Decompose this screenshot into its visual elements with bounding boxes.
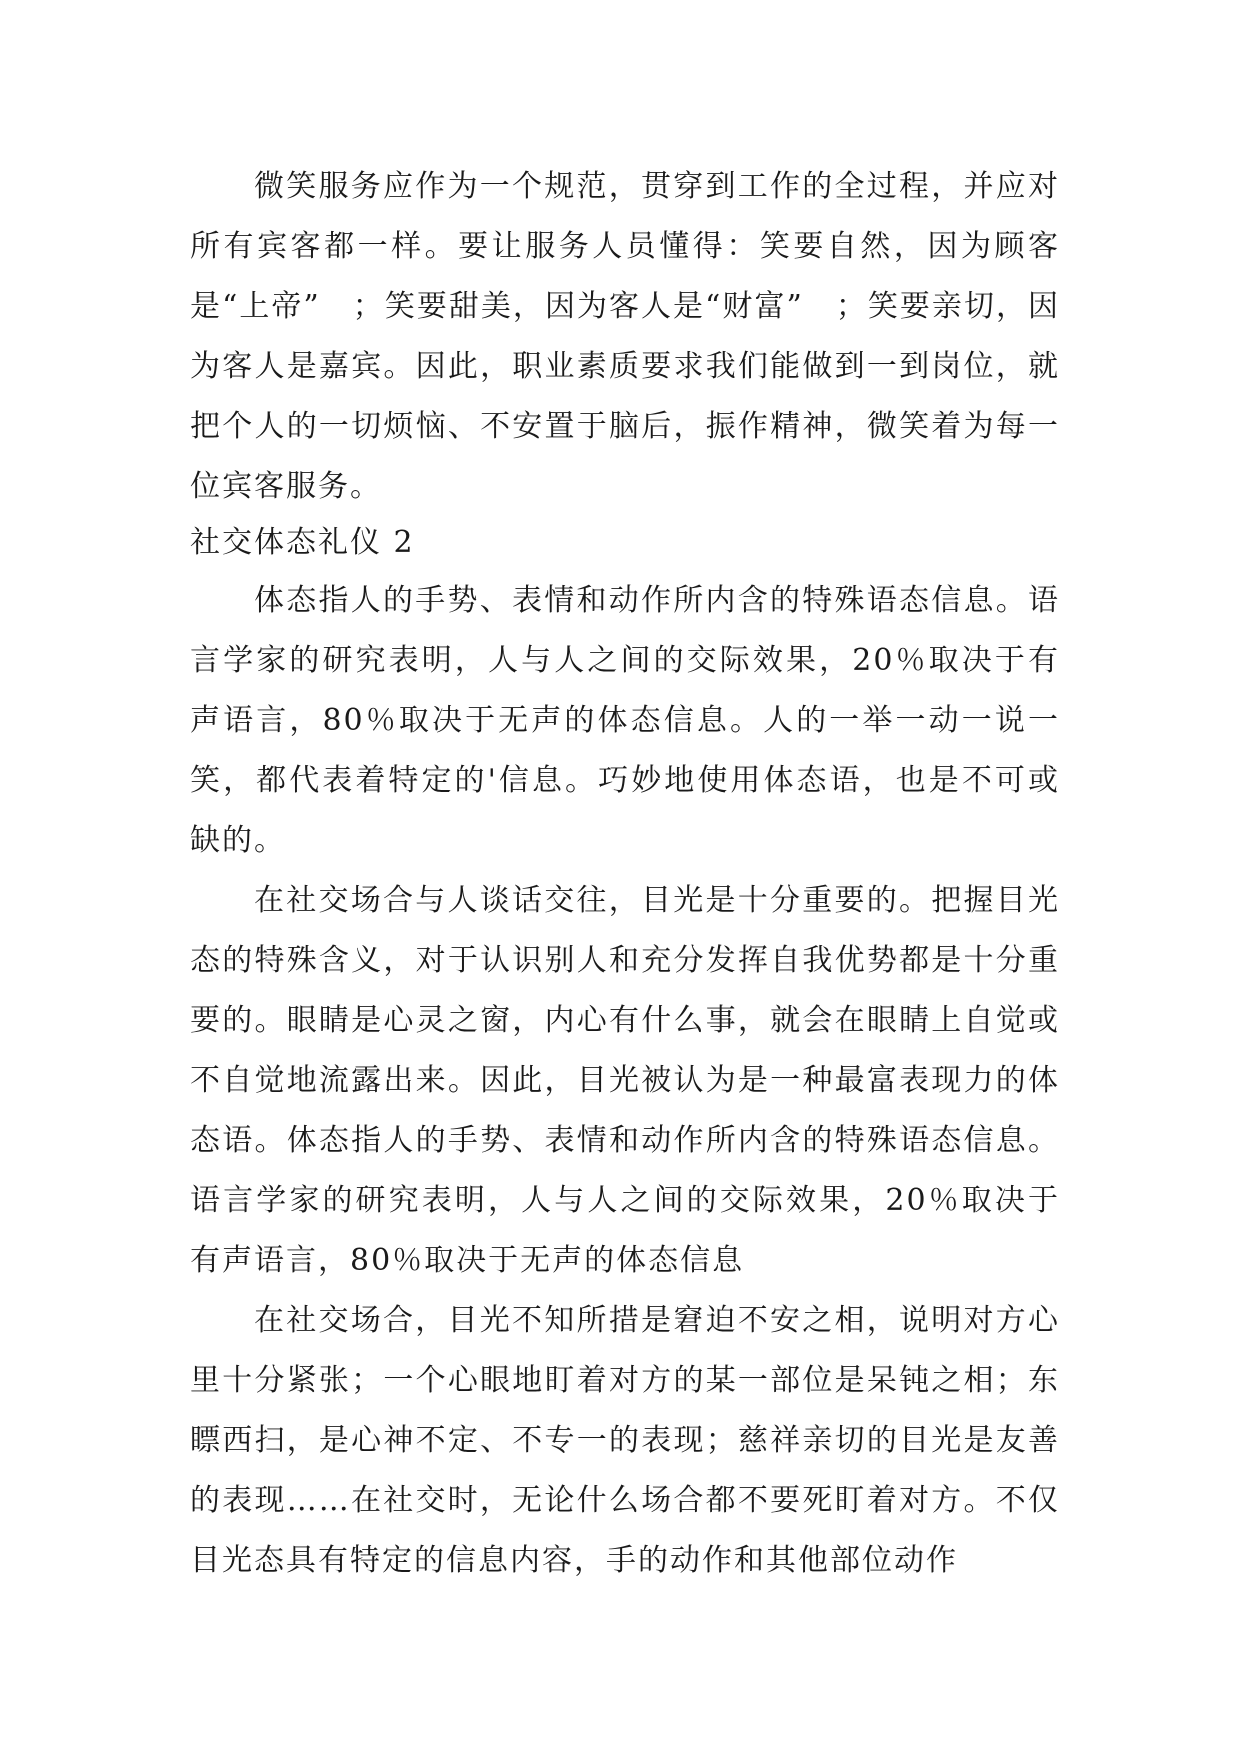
section-title: 社交体态礼仪 2 xyxy=(190,525,415,560)
paragraph-gaze-meaning: 在社交场合，目光不知所措是窘迫不安之相，说明对方心里十分紧张；一个心眼地盯着对方的某一部位是呆钝之相；东瞟西扫，是心神不定、不专一的表现；慈祥亲切的目光是友善的表现……在社交时，无论什么场合都不要死盯着对方。不仅目光态具有特定的信息内容，手的动作和其他部位动作 xyxy=(190,1303,1060,1578)
document-page xyxy=(190,157,1060,1591)
paragraph-eye-contact: 在社交场合与人谈话交往，目光是十分重要的。把握目光态的特殊含义，对于认识别人和充分发挥自我优势都是十分重要的。眼睛是心灵之窗，内心有什么事，就会在眼睛上自觉或不自觉地流露出来。因此，目光被认为是一种最富表现力的体态语。体态指人的手势、表情和动作所内含的特殊语态信息。语言学家的研究表明，人与人之间的交际效果，20％取决于有声语言，80％取决于无声的体态信息 xyxy=(190,883,1060,1278)
paragraph-smile-service: 微笑服务应作为一个规范，贯穿到工作的全过程，并应对所有宾客都一样。要让服务人员懂得：笑要自然，因为顾客是“上帝” ；笑要甜美，因为客人是“财富” ；笑要亲切，因为客人是嘉宾。因此，职业素质要求我们能做到一到岗位，就把个人的一切烦恼、不安置于脑后，振作精神，微笑着为每一位宾客服务。 xyxy=(190,169,1060,504)
paragraph-body-language: 体态指人的手势、表情和动作所内含的特殊语态信息。语言学家的研究表明，人与人之间的交际效果，20％取决于有声语言，80％取决于无声的体态信息。人的一举一动一说一笑，都代表着特定的'信息。巧妙地使用体态语，也是不可或缺的。 xyxy=(190,583,1060,858)
